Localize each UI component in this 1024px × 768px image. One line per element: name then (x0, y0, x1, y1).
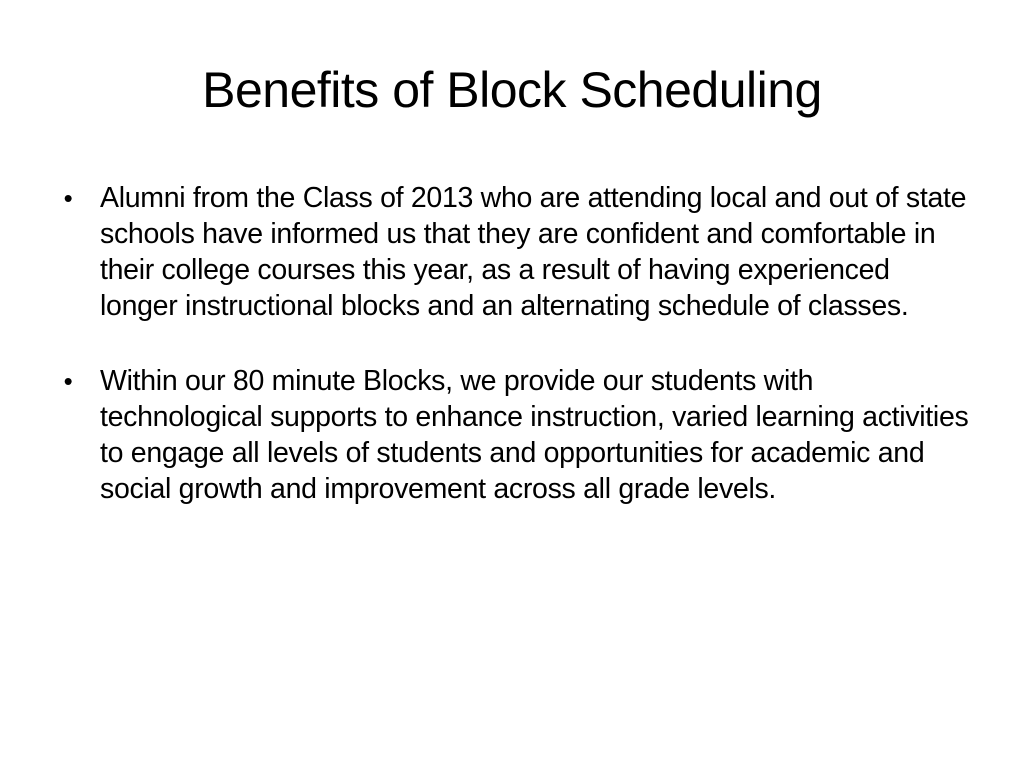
slide-title: Benefits of Block Scheduling (202, 62, 822, 118)
bullet-list (58, 180, 970, 546)
bullet-dot-icon: • (63, 366, 73, 396)
bullet-text: Alumni from the Class of 2013 who are attending local and out of state schools have informed us that they are confident and comfortable in their college courses this year, as a result of having experienced longer instructional blocks and an alternating schedule of classes. (100, 182, 967, 322)
bullet-text: Within our 80 minute Blocks, we provide our students with technological supports to enhance instruction, varied learning activities to engage all levels of students and opportunities for academic and social growth and improvement across all grade levels. (100, 365, 969, 505)
bullet-item-alumni (58, 180, 970, 324)
bullet-item-blocks (58, 363, 970, 507)
bullet-dot-icon: • (63, 183, 73, 213)
